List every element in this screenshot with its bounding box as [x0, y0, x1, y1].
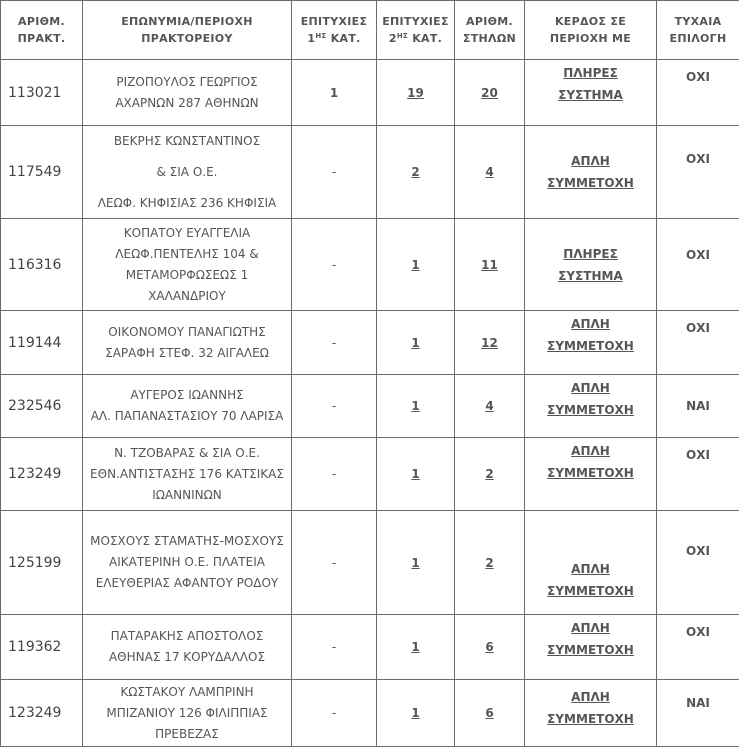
second-category-cell — [377, 375, 455, 438]
second-category-cell — [377, 511, 455, 615]
profit-type-line: ΑΠΛΗ — [571, 444, 610, 458]
profit-type-line: ΣΥΜΜΕΤΟΧΗ — [547, 466, 634, 480]
table-row — [1, 615, 739, 680]
second-category-wins-link[interactable]: 1 — [411, 467, 420, 481]
columns-count-cell — [455, 511, 525, 615]
table-row — [1, 126, 739, 219]
agency-name-line: ΑΥΓΕΡΟΣ ΙΩΑΝΝΗΣ — [130, 388, 244, 402]
agency-name-address — [83, 615, 292, 680]
header-agency-number: ΑΡΙΘΜ. ΠΡΑΚΤ. — [1, 1, 83, 60]
table-row — [1, 511, 739, 615]
agency-name-line: ΕΘΝ.ΑΝΤΙΣΤΑΣΗΣ 176 ΚΑΤΣΙΚΑΣ — [90, 466, 284, 481]
profit-type-link[interactable] — [547, 562, 634, 598]
agency-name-line: ΕΛΕΥΘΕΡΙΑΣ ΑΦΑΝΤΟΥ ΡΟΔΟΥ — [95, 576, 279, 590]
table-row — [1, 680, 739, 747]
header-columns-count: ΑΡΙΘΜ. ΣΤΗΛΩΝ — [455, 1, 525, 60]
profit-type-cell — [525, 615, 657, 680]
random-pick: ΟΧΙ — [657, 60, 739, 126]
agency-name-address — [83, 60, 292, 126]
second-category-wins-link[interactable]: 1 — [411, 555, 420, 570]
header-random-pick: ΤΥΧΑΙΑ ΕΠΙΛΟΓΗ — [657, 1, 739, 60]
agency-name-line: ΠΡΕΒΕΖΑΣ — [155, 726, 219, 741]
profit-type-cell — [525, 680, 657, 747]
columns-count-cell — [455, 311, 525, 375]
random-pick: ΟΧΙ — [657, 219, 739, 311]
profit-type-line: ΣΥΣΤΗΜΑ — [558, 88, 623, 102]
profit-type-line: ΑΠΛΗ — [571, 690, 610, 704]
profit-type-cell — [525, 311, 657, 375]
agency-name-line: ΡΙΖΟΠΟΥΛΟΣ ΓΕΩΡΓΙΟΣ — [116, 74, 258, 89]
random-pick: ΝΑΙ — [657, 680, 739, 747]
columns-count-link[interactable]: 4 — [485, 399, 494, 413]
profit-type-line: ΣΥΜΜΕΤΟΧΗ — [547, 339, 634, 353]
agency-name-line: ΜΠΙΖΑΝΙΟΥ 126 ΦΙΛΙΠΠΙΑΣ — [106, 705, 268, 720]
random-pick: ΟΧΙ — [657, 438, 739, 511]
first-category-wins: - — [292, 375, 377, 438]
agency-name-line: ΑΛ. ΠΑΠΑΝΑΣΤΑΣΙΟΥ 70 ΛΑΡΙΣΑ — [90, 409, 284, 423]
profit-type-cell — [525, 126, 657, 219]
columns-count-link[interactable]: 20 — [481, 85, 498, 100]
agency-number: 117549 — [1, 126, 83, 219]
agency-name-line: ΟΙΚΟΝΟΜΟΥ ΠΑΝΑΓΙΩΤΗΣ — [108, 324, 266, 339]
agency-name-line: ΑΧΑΡΝΩΝ 287 ΑΘΗΝΩΝ — [115, 95, 259, 110]
agency-number: 119144 — [1, 311, 83, 375]
columns-count-link[interactable]: 11 — [481, 257, 498, 272]
second-category-cell — [377, 680, 455, 747]
agency-name-line: ΜΟΣΧΟΥΣ ΣΤΑΜΑΤΗΣ-ΜΟΣΧΟΥΣ — [90, 534, 284, 548]
columns-count-link[interactable]: 2 — [485, 467, 494, 481]
first-category-wins: - — [292, 438, 377, 511]
header-profit-type: ΚΕΡΔΟΣ ΣΕ ΠΕΡΙΟΧΗ ΜΕ — [525, 1, 657, 60]
profit-type-line: ΣΥΜΜΕΤΟΧΗ — [547, 643, 634, 657]
profit-type-link[interactable] — [547, 621, 634, 657]
profit-type-link[interactable] — [547, 154, 634, 190]
profit-type-link[interactable] — [547, 381, 634, 417]
agency-name-address — [83, 438, 292, 511]
agency-number: 232546 — [1, 375, 83, 438]
columns-count-cell — [455, 438, 525, 511]
columns-count-cell — [455, 680, 525, 747]
random-pick: ΟΧΙ — [657, 615, 739, 680]
random-pick: ΟΧΙ — [657, 511, 739, 615]
profit-type-line: ΣΥΜΜΕΤΟΧΗ — [547, 403, 634, 417]
profit-type-line: ΑΠΛΗ — [571, 381, 610, 395]
profit-type-line: ΑΠΛΗ — [571, 317, 610, 331]
agency-number: 123249 — [1, 438, 83, 511]
first-category-wins: - — [292, 680, 377, 747]
second-category-wins-link[interactable]: 1 — [411, 399, 420, 413]
agency-name-line: ΑΙΚΑΤΕΡΙΝΗ Ο.Ε. ΠΛΑΤΕΙΑ — [109, 555, 265, 569]
agency-name-line: ΒΕΚΡΗΣ ΚΩΝΣΤΑΝΤΙΝΟΣ — [113, 133, 261, 148]
agency-number: 123249 — [1, 680, 83, 747]
profit-type-link[interactable] — [547, 444, 634, 480]
agency-number: 116316 — [1, 219, 83, 311]
table-row — [1, 375, 739, 438]
agency-name-line: ΑΘΗΝΑΣ 17 ΚΟΡΥΔΑΛΛΟΣ — [108, 650, 266, 664]
header-first-category: ΕΠΙΤΥΧΙΕΣ $1^{H\Sigma}$ ΚΑΤ. — [292, 1, 377, 60]
agency-name-line: & ΣΙΑ Ο.Ε. — [156, 164, 218, 179]
agency-name-line: ΧΑΛΑΝΔΡΙΟΥ — [148, 288, 226, 303]
first-category-wins: - — [292, 311, 377, 375]
agency-name-line: ΙΩΑΝΝΙΝΩΝ — [152, 487, 222, 502]
columns-count-link[interactable]: 6 — [485, 706, 494, 720]
profit-type-line: ΑΠΛΗ — [571, 621, 610, 635]
first-category-wins: - — [292, 219, 377, 311]
first-category-wins: - — [292, 615, 377, 680]
profit-type-link[interactable] — [547, 317, 634, 353]
agency-name-line: Ν. ΤΖΟΒΑΡΑΣ & ΣΙΑ Ο.Ε. — [114, 445, 260, 460]
profit-type-cell — [525, 60, 657, 126]
columns-count-link[interactable]: 4 — [485, 165, 494, 179]
agency-name-address — [83, 511, 292, 615]
second-category-cell — [377, 219, 455, 311]
agency-name-address — [83, 680, 292, 747]
second-category-wins-link[interactable]: 1 — [411, 335, 420, 350]
table-row — [1, 438, 739, 511]
profit-type-link[interactable] — [547, 690, 634, 726]
profit-type-line: ΣΥΣΤΗΜΑ — [558, 268, 623, 283]
profit-type-cell — [525, 511, 657, 615]
first-category-wins: - — [292, 126, 377, 219]
second-category-cell — [377, 126, 455, 219]
agency-name-line: ΜΕΤΑΜΟΡΦΩΣΕΩΣ 1 — [125, 267, 249, 282]
second-category-cell — [377, 311, 455, 375]
random-pick: ΝΑΙ — [657, 375, 739, 438]
columns-count-cell — [455, 219, 525, 311]
header-agency-name: ΕΠΩΝΥΜΙΑ/ΠΕΡΙΟΧΗ ΠΡΑΚΤΟΡΕΙΟΥ — [83, 1, 292, 60]
agency-name-line: ΚΩΣΤΑΚΟΥ ΛΑΜΠΡΙΝΗ — [120, 684, 254, 699]
second-category-wins-link[interactable]: 1 — [411, 257, 420, 272]
agency-name-address — [83, 311, 292, 375]
random-pick: ΟΧΙ — [657, 126, 739, 219]
profit-type-link[interactable] — [558, 247, 623, 283]
agency-name-line: ΠΑΤΑΡΑΚΗΣ ΑΠΟΣΤΟΛΟΣ — [110, 629, 264, 643]
agency-name-line: ΚΟΠΑΤΟΥ ΕΥΑΓΓΕΛΙΑ — [123, 225, 251, 240]
profit-type-line: ΑΠΛΗ — [571, 154, 610, 168]
profit-type-link[interactable] — [558, 66, 623, 102]
table-row — [1, 311, 739, 375]
columns-count-cell — [455, 375, 525, 438]
profit-type-line: ΣΥΜΜΕΤΟΧΗ — [547, 712, 634, 726]
profit-type-line: ΑΠΛΗ — [571, 562, 610, 576]
agency-name-line: ΣΑΡΑΦΗ ΣΤΕΦ. 32 ΑΙΓΑΛΕΩ — [105, 345, 269, 360]
agency-name-address — [83, 126, 292, 219]
agency-number: 125199 — [1, 511, 83, 615]
agency-name-line: ΛΕΩΦ. ΚΗΦΙΣΙΑΣ 236 ΚΗΦΙΣΙΑ — [97, 195, 277, 210]
second-category-cell — [377, 60, 455, 126]
table-row — [1, 60, 739, 126]
first-category-wins: 1 — [292, 60, 377, 126]
first-category-wins: - — [292, 511, 377, 615]
profit-type-line: ΣΥΜΜΕΤΟΧΗ — [547, 584, 634, 598]
agency-name-line: ΛΕΩΦ.ΠΕΝΤΕΛΗΣ 104 & — [115, 246, 259, 261]
agency-number: 119362 — [1, 615, 83, 680]
profit-type-line: ΣΥΜΜΕΤΟΧΗ — [547, 176, 634, 190]
profit-type-cell — [525, 219, 657, 311]
columns-count-link[interactable]: 6 — [485, 640, 494, 654]
header-second-category: ΕΠΙΤΥΧΙΕΣ $2^{H\Sigma}$ ΚΑΤ. — [377, 1, 455, 60]
columns-count-link[interactable]: 12 — [481, 335, 498, 350]
profit-type-line: ΠΛΗΡΕΣ — [563, 66, 618, 80]
profit-type-cell — [525, 375, 657, 438]
agency-name-address — [83, 219, 292, 311]
columns-count-cell — [455, 615, 525, 680]
profit-type-line: ΠΛΗΡΕΣ — [563, 246, 618, 261]
agency-name-address — [83, 375, 292, 438]
columns-count-link[interactable]: 2 — [485, 555, 494, 570]
random-pick: ΟΧΙ — [657, 311, 739, 375]
agency-number: 113021 — [1, 60, 83, 126]
header-row — [1, 1, 739, 60]
second-category-wins-link[interactable]: 2 — [411, 165, 420, 179]
table-row — [1, 219, 739, 311]
columns-count-cell — [455, 60, 525, 126]
second-category-cell — [377, 438, 455, 511]
profit-type-cell — [525, 438, 657, 511]
columns-count-cell — [455, 126, 525, 219]
second-category-wins-link[interactable]: 19 — [407, 85, 424, 100]
second-category-wins-link[interactable]: 1 — [411, 706, 420, 720]
second-category-wins-link[interactable]: 1 — [411, 640, 420, 654]
second-category-cell — [377, 615, 455, 680]
